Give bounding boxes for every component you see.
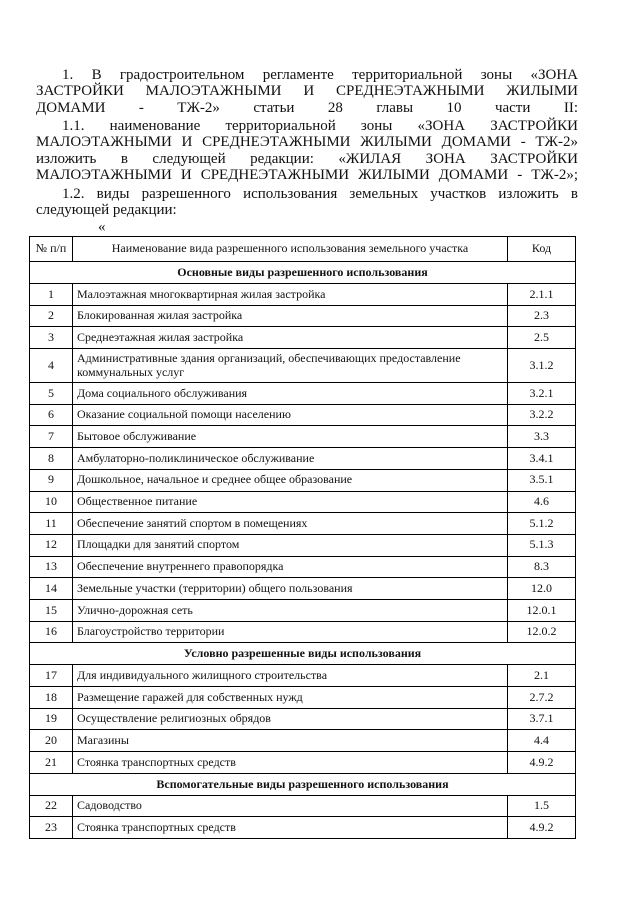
section-header-row	[30, 643, 576, 665]
table-header-row	[30, 237, 576, 262]
table-row	[30, 383, 576, 405]
table-row	[30, 752, 576, 774]
header-num: № п/п	[30, 237, 73, 262]
section-header-row	[30, 773, 576, 795]
cell-name: Административные здания организаций, обеспечивающих предоставление коммунальных услуг	[73, 349, 508, 383]
cell-num: 5	[30, 383, 73, 405]
cell-code: 5.1.3	[508, 534, 576, 556]
cell-code: 3.2.2	[508, 404, 576, 426]
cell-code: 3.7.1	[508, 708, 576, 730]
cell-num: 18	[30, 687, 73, 709]
cell-name: Общественное питание	[73, 491, 508, 513]
table-row	[30, 687, 576, 709]
table-row	[30, 665, 576, 687]
table-row	[30, 621, 576, 643]
cell-name: Земельные участки (территории) общего пользования	[73, 578, 508, 600]
table-row	[30, 556, 576, 578]
section-title: Основные виды разрешенного использования	[30, 262, 576, 284]
table-row	[30, 578, 576, 600]
cell-code: 12.0.2	[508, 621, 576, 643]
cell-code: 2.1.1	[508, 284, 576, 306]
cell-code: 3.5.1	[508, 469, 576, 491]
table-row	[30, 491, 576, 513]
cell-name: Магазины	[73, 730, 508, 752]
cell-name: Бытовое обслуживание	[73, 426, 508, 448]
cell-code: 2.1	[508, 665, 576, 687]
cell-name: Малоэтажная многоквартирная жилая застройка	[73, 284, 508, 306]
paragraph-1-2: 1.2. виды разрешенного использования земельных участков изложить в следующей редакции:	[36, 186, 578, 219]
section-title: Условно разрешенные виды использования	[30, 643, 576, 665]
cell-code: 3.1.2	[508, 349, 576, 383]
paragraph-1-1: 1.1. наименование территориальной зоны «ЗОНА ЗАСТРОЙКИ МАЛОЭТАЖНЫМИ И СРЕДНЕЭТАЖНЫМИ ЖИЛЫМИ ДОМАМИ - ТЖ-2» изложить в следующей редакции: «ЖИЛАЯ ЗОНА ЗАСТРОЙКИ МАЛОЭТАЖНЫМИ И СРЕДНЕЭТАЖНЫМИ ЖИЛЫМИ ДОМАМИ - ТЖ-2»;	[36, 118, 578, 184]
cell-name: Дошкольное, начальное и среднее общее образование	[73, 469, 508, 491]
cell-name: Дома социального обслуживания	[73, 383, 508, 405]
cell-name: Улично-дорожная сеть	[73, 599, 508, 621]
table-row	[30, 513, 576, 535]
cell-code: 3.4.1	[508, 448, 576, 470]
table-row	[30, 730, 576, 752]
cell-num: 14	[30, 578, 73, 600]
opening-quote-mark: «	[98, 219, 106, 235]
table-row	[30, 404, 576, 426]
table-row	[30, 426, 576, 448]
section-title: Вспомогательные виды разрешенного использования	[30, 773, 576, 795]
cell-name: Площадки для занятий спортом	[73, 534, 508, 556]
table-row	[30, 795, 576, 817]
cell-name: Обеспечение занятий спортом в помещениях	[73, 513, 508, 535]
cell-num: 8	[30, 448, 73, 470]
cell-code: 3.3	[508, 426, 576, 448]
cell-num: 7	[30, 426, 73, 448]
cell-name: Амбулаторно-поликлиническое обслуживание	[73, 448, 508, 470]
cell-code: 4.6	[508, 491, 576, 513]
cell-num: 12	[30, 534, 73, 556]
cell-name: Оказание социальной помощи населению	[73, 404, 508, 426]
cell-name: Стоянка транспортных средств	[73, 752, 508, 774]
cell-num: 3	[30, 327, 73, 349]
table-row	[30, 599, 576, 621]
cell-num: 22	[30, 795, 73, 817]
cell-num: 2	[30, 305, 73, 327]
cell-num: 23	[30, 817, 73, 839]
cell-num: 15	[30, 599, 73, 621]
cell-name: Садоводство	[73, 795, 508, 817]
cell-code: 4.4	[508, 730, 576, 752]
table-row	[30, 817, 576, 839]
table-row	[30, 349, 576, 383]
cell-name: Осуществление религиозных обрядов	[73, 708, 508, 730]
table-row	[30, 327, 576, 349]
cell-num: 6	[30, 404, 73, 426]
section-header-row	[30, 262, 576, 284]
cell-num: 19	[30, 708, 73, 730]
cell-name: Размещение гаражей для собственных нужд	[73, 687, 508, 709]
cell-name: Среднеэтажная жилая застройка	[73, 327, 508, 349]
cell-code: 4.9.2	[508, 817, 576, 839]
cell-num: 21	[30, 752, 73, 774]
cell-code: 8.3	[508, 556, 576, 578]
table-body	[30, 262, 576, 839]
cell-code: 3.2.1	[508, 383, 576, 405]
cell-num: 13	[30, 556, 73, 578]
table-row	[30, 448, 576, 470]
cell-num: 11	[30, 513, 73, 535]
cell-name: Благоустройство территории	[73, 621, 508, 643]
table-row	[30, 708, 576, 730]
cell-code: 4.9.2	[508, 752, 576, 774]
cell-num: 17	[30, 665, 73, 687]
cell-num: 1	[30, 284, 73, 306]
table-row	[30, 305, 576, 327]
cell-num: 20	[30, 730, 73, 752]
cell-code: 1.5	[508, 795, 576, 817]
cell-code: 2.3	[508, 305, 576, 327]
cell-code: 12.0.1	[508, 599, 576, 621]
cell-num: 16	[30, 621, 73, 643]
cell-name: Обеспечение внутреннего правопорядка	[73, 556, 508, 578]
cell-name: Для индивидуального жилищного строительства	[73, 665, 508, 687]
cell-code: 2.5	[508, 327, 576, 349]
paragraph-1: 1. В градостроительном регламенте территориальной зоны «ЗОНА ЗАСТРОЙКИ МАЛОЭТАЖНЫМИ И СРЕДНЕЭТАЖНЫМИ ЖИЛЫМИ ДОМАМИ - ТЖ-2» статьи 28 главы 10 части II:	[36, 67, 578, 116]
land-use-table	[29, 236, 576, 839]
cell-name: Стоянка транспортных средств	[73, 817, 508, 839]
table-row	[30, 284, 576, 306]
header-name: Наименование вида разрешенного использования земельного участка	[73, 237, 508, 262]
table-row	[30, 534, 576, 556]
cell-num: 10	[30, 491, 73, 513]
header-code: Код	[508, 237, 576, 262]
cell-num: 4	[30, 349, 73, 383]
cell-code: 5.1.2	[508, 513, 576, 535]
cell-code: 2.7.2	[508, 687, 576, 709]
cell-code: 12.0	[508, 578, 576, 600]
cell-num: 9	[30, 469, 73, 491]
table-row	[30, 469, 576, 491]
cell-name: Блокированная жилая застройка	[73, 305, 508, 327]
